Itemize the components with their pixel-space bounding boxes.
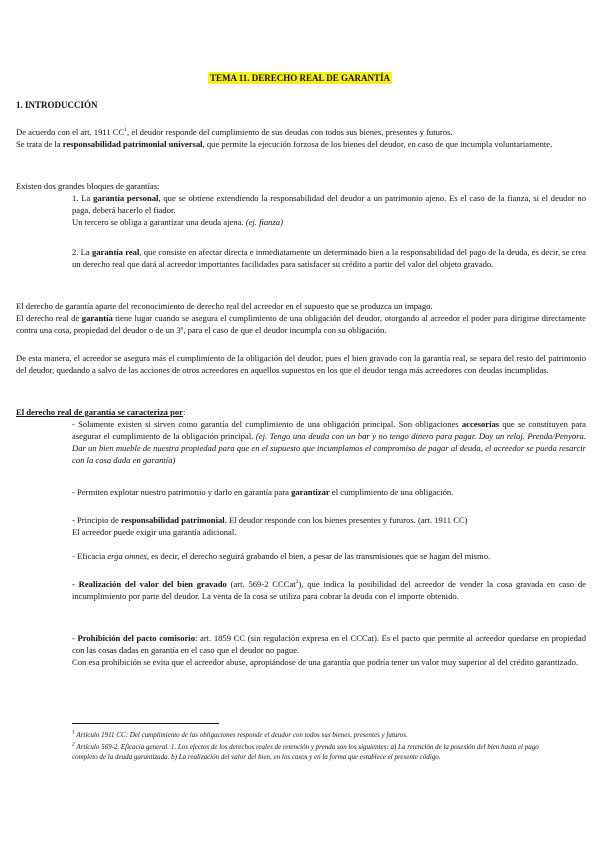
footnote-1 bbox=[72, 730, 562, 740]
derecho-text-a: El derecho real de bbox=[16, 313, 82, 323]
footnote-ref-1: 1 bbox=[124, 127, 128, 134]
footnote-2-text: Artículo 569-2. Eficacia general. 1. Los efectos de los derechos reales de retención y prenda son los siguientes: a) La retención de la posesión del bien hasta el pago completo de la deuda garantizada. b) La realización del valor del bien, en los casos y en la forma que establece el presente código. bbox=[72, 743, 539, 761]
caracteriza-heading-text: El derecho real de garantía se caracteriza por bbox=[16, 407, 183, 417]
derecho-bold: garantía bbox=[81, 313, 113, 323]
manera-paragraph: De esta manera, el acreedor se asegura más el cumplimiento de la obligación del deudor, pues el bien gravado con la garantía real, se separa del resto del patrimonio del deudor, quedando a salvo de las acciones de otros acreedores en aquellos supuestos en los que el deudor tenga más acreedores con deudas incumplidas. bbox=[16, 353, 586, 375]
caracteriza-colon: : bbox=[182, 407, 186, 417]
footnote-ref-2: 2 bbox=[295, 579, 299, 586]
block-1-text-c: Un tercero se obliga a garantizar una deuda ajena. bbox=[72, 217, 246, 227]
characteristic-5-bold: - Realización del valor del bien gravado bbox=[72, 579, 227, 589]
characteristic-3-bold: responsabilidad patrimonial bbox=[120, 515, 225, 525]
characteristic-2-text-a: - Permiten explotar nuestro patrimonio y darlo en garantía para bbox=[72, 487, 292, 497]
footnote-2-number: 2 bbox=[72, 741, 75, 748]
block-1-example: (ej. fianza) bbox=[245, 217, 283, 227]
characteristic-5-text-b: ), que indica la posibilidad del acreedor de vender la cosa gravada en caso de incumplimiento por parte del deudor. La venta de la cosa se utiliza para cobrar la deuda con el importe obtenido. bbox=[72, 579, 586, 601]
characteristic-4 bbox=[72, 550, 586, 562]
footnote-2 bbox=[72, 742, 562, 762]
block-2-text-a: 2. La bbox=[72, 247, 92, 257]
characteristic-6-text-a: : art. 1859 CC (sin regulación expresa en el CCCat). Es el pacto que permite al acreedor quedarse en propiedad con las cosas dadas en garantía en el caso que el deudor no pague. bbox=[72, 633, 587, 655]
section-heading: 1. INTRODUCCIÓN bbox=[16, 100, 98, 110]
block-1-text-a: 1. La bbox=[72, 193, 94, 203]
characteristic-3-text-c: El acreedor puede exigir una garantía adicional. bbox=[72, 527, 237, 537]
characteristic-6-bold: - Prohibición del pacto comisorio bbox=[72, 633, 195, 643]
characteristic-1-example: (ej. Tengo una deuda con un bar y no tengo dinero para pagar. Doy un reloj. Prenda/Penyora. Dar un bien mueble de nuestra propiedad para que en el supuesto que incumplamos el compromiso de pagar al deuda, el acreedor se pueda resarcir con la cosa dada en garantía) bbox=[72, 431, 586, 465]
characteristic-6-text-b: Con esa prohibición se evita que el acreedor abuse, apropiándose de una garantía que podría tener un valor muy superior al del crédito garantizado. bbox=[72, 657, 579, 667]
block-1 bbox=[72, 192, 586, 228]
intro-text-3: Se trata de la bbox=[16, 139, 63, 149]
characteristic-1 bbox=[72, 418, 586, 466]
block-2-text-b: , que consiste en afectar directa e inmediatamente un determinado bien a la responsabilidad del pago de la deuda, es decir, se crea un derecho real que dará al acreedor importantes facilidades para satisfacer su crédito a partir del valor del objeto gravado. bbox=[72, 247, 586, 269]
intro-text-4: , que permite la ejecución forzosa de los bienes del deudor, en caso de que incumpla voluntariamente. bbox=[202, 139, 553, 149]
characteristic-4-text-a: - Eficacia bbox=[72, 551, 108, 561]
characteristic-1-text-b: que se constituyen para asegurar el cumplimiento de la obligación principal. bbox=[72, 419, 586, 441]
title-container bbox=[0, 68, 600, 86]
document-title: TEMA 11. DERECHO REAL DE GARANTÍA bbox=[209, 73, 391, 83]
intro-text-1: De acuerdo con el art. 1911 CC bbox=[16, 127, 125, 137]
blocks-intro: Existen dos grandes bloques de garantías: bbox=[16, 181, 160, 191]
characteristic-3 bbox=[72, 514, 586, 538]
intro-bold-term: responsabilidad patrimonial universal bbox=[62, 139, 203, 149]
characteristic-3-text-b: . El deudor responde con los bienes presentes y futuros. (art. 1911 CC) bbox=[224, 515, 468, 525]
block-2-bold: garantía real bbox=[91, 247, 140, 257]
footnote-1-text: Artículo 1911 CC: Del cumplimiento de las obligaciones responde el deudor con todos sus bienes, presentes y futuros. bbox=[74, 731, 408, 739]
characteristic-2-text-b: el cumplimiento de una obligación. bbox=[329, 487, 454, 497]
block-1-bold: garantía personal bbox=[93, 193, 159, 203]
footnote-1-number: 1 bbox=[72, 729, 75, 736]
characteristic-4-italic: erga omnes bbox=[107, 551, 147, 561]
derecho-text-b: tiene lugar cuando se asegura el cumplimiento de una obligación del deudor, otorgando al acreedor el poder para dirigirse directamente contra una cosa, propiedad del deudor o de un 3º, para el caso de que el deudor incumpla con su obligación. bbox=[16, 313, 586, 335]
characteristic-1-text-a: - Solamente existen si sirven como garantía del cumplimiento de una obligación principal. Son obligaciones bbox=[72, 419, 462, 429]
intro-text-2: , el deudor responde del cumplimiento de sus deudas con todos sus bienes, presentes y futuros. bbox=[127, 127, 453, 137]
characteristic-2 bbox=[72, 486, 586, 498]
characteristic-6 bbox=[72, 632, 586, 668]
characteristic-5 bbox=[72, 578, 586, 602]
derecho-paragraph bbox=[16, 300, 586, 336]
intro-paragraph bbox=[16, 126, 586, 150]
characteristic-2-bold: garantizar bbox=[291, 487, 330, 497]
characteristic-1-bold: accesorias bbox=[461, 419, 500, 429]
block-2 bbox=[72, 246, 586, 270]
footnote-divider bbox=[72, 723, 219, 724]
characteristic-5-text-a: (art. 569-2 CCCat bbox=[226, 579, 296, 589]
derecho-line-1: El derecho de garantía aparte del reconocimiento de derecho real del acreedor en el supuesto que se produzca un impago. bbox=[16, 301, 433, 311]
characteristic-3-text-a: - Principio de bbox=[72, 515, 121, 525]
characteristic-4-text-b: , es decir, el derecho seguirá grabando el bien, a pesar de las transmisiones que se hagan del mismo. bbox=[146, 551, 491, 561]
caracteriza-heading bbox=[16, 406, 586, 418]
block-1-text-b: , que se obtiene extendiendo la responsabilidad del deudor a un patrimonio ajeno. Es el caso de la fianza, si el deudor no paga, deberá hacerlo el fiador. bbox=[72, 193, 587, 215]
